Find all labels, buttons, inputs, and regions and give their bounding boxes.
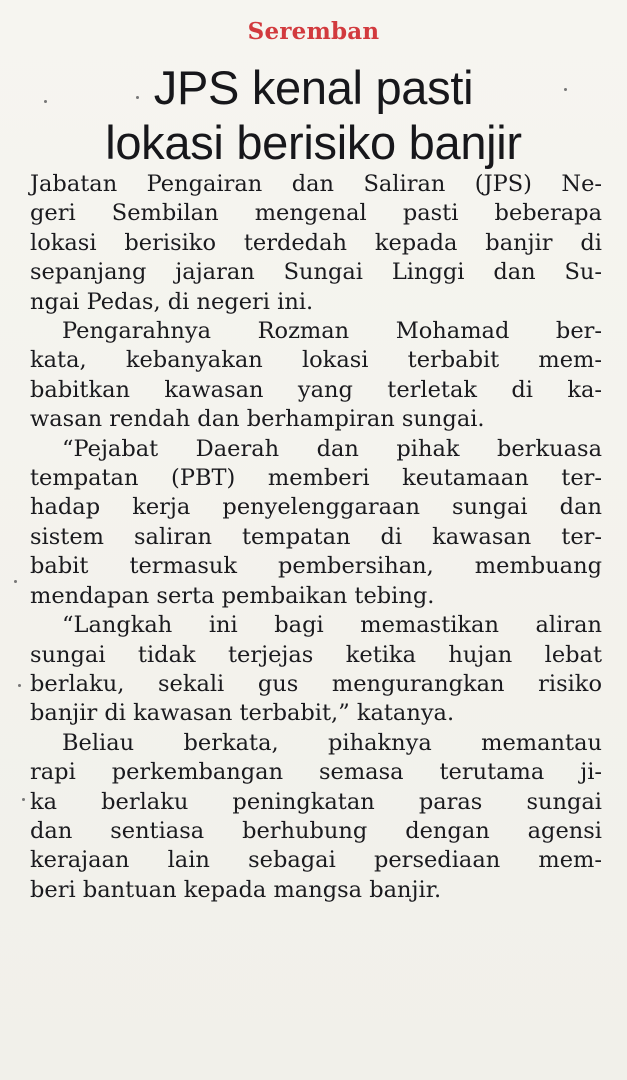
paper-speck: [22, 798, 25, 801]
article-body: [30, 170, 602, 905]
body-line: kerajaan lain sebagai persediaan mem-: [30, 847, 602, 874]
body-line: “Langkah ini bagi memastikan aliran: [62, 612, 602, 639]
section-label: Seremban: [247, 18, 380, 45]
body-line: sungai tidak terjejas ketika hujan lebat: [30, 641, 602, 668]
body-line: “Pejabat Daerah dan pihak berkuasa: [62, 435, 602, 462]
body-line: beri bantuan kepada mangsa banjir.: [30, 876, 442, 903]
body-line: berlaku, sekali gus mengurangkan risiko: [30, 670, 602, 697]
body-line: ka berlaku peningkatan paras sungai: [30, 788, 602, 815]
paragraph-3: [30, 435, 602, 611]
body-line: lokasi berisiko terdedah kepada banjir di: [30, 229, 602, 256]
paragraph-5: [30, 729, 602, 905]
paper-speck: [136, 96, 139, 99]
paper-speck: [44, 100, 47, 103]
body-line: kata, kebanyakan lokasi terbabit mem-: [30, 347, 602, 374]
headline: [0, 60, 627, 170]
body-line: hadap kerja penyelenggaraan sungai dan: [30, 494, 602, 521]
headline-line-2: lokasi berisiko banjir: [105, 116, 522, 169]
paper-speck: [18, 684, 21, 687]
paragraph-2: [30, 317, 602, 435]
body-line: ngai Pedas, di negeri ini.: [30, 288, 314, 315]
body-line: rapi perkembangan semasa terutama ji-: [30, 759, 602, 786]
paragraph-1: [30, 170, 602, 317]
body-line: banjir di kawasan terbabit,” katanya.: [30, 700, 455, 727]
paper-speck: [14, 580, 17, 583]
body-line: Pengarahnya Rozman Mohamad ber-: [62, 318, 602, 345]
body-line: Jabatan Pengairan dan Saliran (JPS) Ne-: [30, 171, 602, 197]
body-line: geri Sembilan mengenal pasti beberapa: [30, 200, 602, 227]
body-line: sepanjang jajaran Sungai Linggi dan Su-: [30, 259, 602, 286]
headline-line-1: JPS kenal pasti: [153, 61, 474, 114]
body-line: Beliau berkata, pihaknya memantau: [62, 729, 602, 756]
body-line: sistem saliran tempatan di kawasan ter-: [30, 523, 602, 550]
paper-speck: [564, 88, 567, 91]
body-line: mendapan serta pembaikan tebing.: [30, 582, 435, 609]
paragraph-4: [30, 611, 602, 729]
body-line: babitkan kawasan yang terletak di ka-: [30, 376, 602, 403]
body-line: tempatan (PBT) memberi keutamaan ter-: [30, 465, 602, 492]
body-line: babit termasuk pembersihan, membuang: [30, 553, 602, 580]
body-line: dan sentiasa berhubung dengan agensi: [30, 817, 602, 844]
body-line: wasan rendah dan berhampiran sungai.: [30, 406, 485, 433]
